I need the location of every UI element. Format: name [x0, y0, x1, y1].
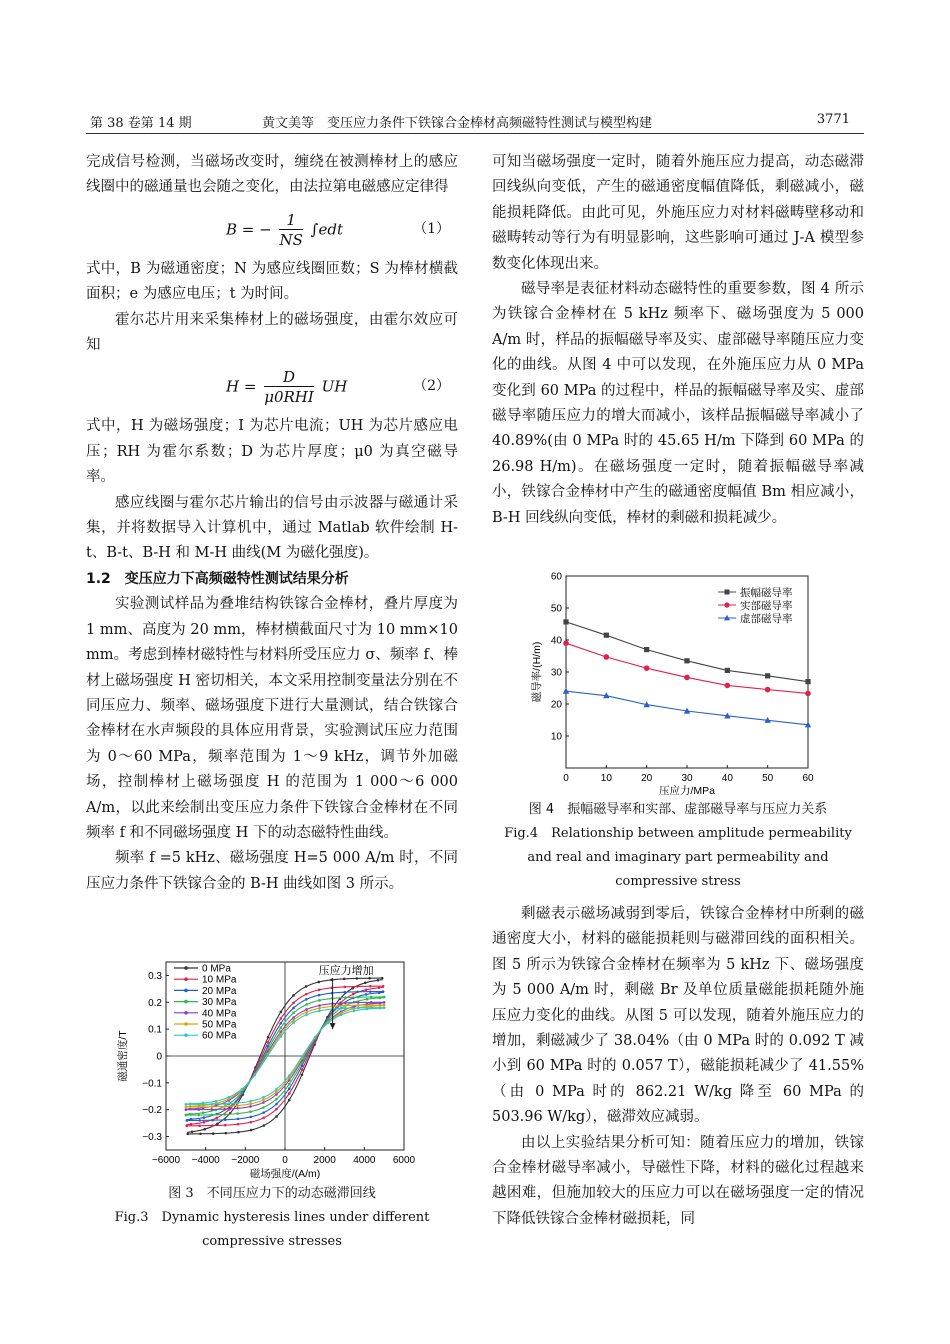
- loop-marker: [288, 1083, 291, 1086]
- loop-marker: [236, 1112, 239, 1115]
- legend-label: 50 MPa: [202, 1019, 237, 1031]
- y-tick-label: 0: [156, 1051, 162, 1063]
- paragraph: 可知当磁场强度一定时，随着外施压应力提高，动态磁滞回线纵向变低，产生的磁通密度幅值降低，剩磁减小，磁能损耗降低。由此可见，外施压应力对材料磁畴壁移动和磁畴转动等行为有明显影响，这些影响可通过 J-A 模型参数变化体现出来。: [492, 154, 864, 272]
- loop-marker: [343, 978, 346, 981]
- section-heading: 1.2 变压应力下高频磁特性测试结果分析: [86, 570, 349, 587]
- loop-marker: [191, 1130, 194, 1133]
- loop-marker: [198, 1124, 201, 1127]
- loop-marker: [185, 1108, 188, 1111]
- loop-marker: [383, 1004, 386, 1007]
- fig4-caption-en-3: compressive stress: [615, 874, 741, 889]
- header-title: 黄文美等 变压应力条件下铁镓合金棒材高频磁特性测试与模型构建: [262, 116, 653, 131]
- loop-marker: [275, 1115, 278, 1118]
- hysteresis-chart: [100, 958, 440, 1180]
- loop-marker: [262, 1117, 265, 1120]
- series-line: [566, 643, 808, 693]
- legend-marker: [724, 602, 729, 607]
- loop-marker: [249, 1100, 252, 1103]
- permeability-chart: [522, 566, 842, 798]
- loop-marker: [292, 1002, 295, 1005]
- loop-marker: [364, 981, 367, 984]
- loop-marker: [249, 1110, 252, 1113]
- loop-marker: [305, 1013, 308, 1016]
- legend-label: 60 MPa: [202, 1030, 237, 1042]
- loop-marker: [379, 997, 382, 1000]
- loop-marker: [262, 1096, 265, 1099]
- loop-marker: [223, 1113, 226, 1116]
- loop-marker: [370, 1001, 373, 1004]
- loop-marker: [344, 1004, 347, 1007]
- loop-marker: [262, 1101, 265, 1104]
- loop-marker: [237, 1123, 240, 1126]
- annotation-arrowhead: [330, 1023, 336, 1029]
- loop-marker: [190, 1123, 193, 1126]
- loop-marker: [210, 1106, 213, 1109]
- equation-2: [86, 362, 458, 410]
- x-tick-label: 2000: [313, 1155, 336, 1166]
- loop-marker: [275, 1091, 278, 1094]
- loop-marker: [279, 1011, 282, 1014]
- loop-marker: [249, 1105, 252, 1108]
- series-line: [566, 622, 808, 682]
- y-tick-label: 20: [550, 699, 562, 711]
- legend-label: 20 MPa: [202, 985, 237, 997]
- y-tick-label: 50: [550, 603, 562, 615]
- loop-marker: [228, 1096, 231, 1099]
- loop-marker: [223, 1105, 226, 1108]
- loop-marker: [211, 1119, 214, 1122]
- x-tick-label: 60: [802, 773, 814, 784]
- loop-marker: [249, 1103, 252, 1106]
- loop-marker: [190, 1118, 193, 1121]
- eq2-denominator: μ0RHI: [264, 388, 314, 407]
- loop-marker: [344, 1002, 347, 1005]
- data-point: [563, 640, 569, 646]
- legend-marker: [184, 989, 188, 993]
- figure-3-caption: [86, 1182, 458, 1254]
- loop-marker: [279, 1027, 282, 1030]
- annotation-label: 压应力增加: [318, 965, 374, 977]
- loop-marker: [369, 985, 372, 988]
- paragraph: 磁导率是表征材料动态磁特性的重要参数，图 4 所示为铁镓合金棒材在 5 kHz 频率下、磁场强度为 5 000 A/m 时，样品的振幅磁导率及实、虚部磁导率随压应力变化的曲线。从图 4 中可以发现，在外施压应力从 0 MPa 变化到 60 MPa 的过程中，样品的振幅磁导率及实、虚部磁导率随压应力的增大而减小，该样品振幅磁导率减小了 40.89%(由 0 MPa 时的 45.65 H/m 下降到 60 MPa 的 26.98 H/m)。在磁场强度一定时，随着振幅磁导率减小，铁镓合金棒材中产生的磁通密度幅值 Bm 相应减小，B-H 回线纵向变低，棒材的剩磁和损耗减少。: [492, 281, 864, 526]
- loop-marker: [292, 1021, 295, 1024]
- loop-marker: [288, 1074, 291, 1077]
- loop-marker: [275, 1088, 278, 1091]
- loop-marker: [357, 1007, 360, 1010]
- loop-marker: [383, 996, 386, 999]
- loop-marker: [186, 1119, 189, 1122]
- loop-marker: [225, 1132, 228, 1135]
- loop-marker: [210, 1103, 213, 1106]
- loop-marker: [279, 1035, 282, 1038]
- x-tick-label: −2000: [231, 1155, 260, 1166]
- loop-marker: [379, 1002, 382, 1005]
- loop-marker: [377, 979, 380, 982]
- eq1-fraction: [279, 211, 302, 250]
- paragraph: 霍尔芯片用来采集棒材上的磁场强度，由霍尔效应可知: [86, 311, 458, 354]
- loop-marker: [189, 1102, 192, 1105]
- loop-marker: [357, 1004, 360, 1007]
- right-column-top: [492, 150, 864, 531]
- loop-marker: [197, 1114, 200, 1117]
- paragraph: 式中，H 为磁场强度；I 为芯片电流；UH 为芯片感应电压；RH 为霍尔系数；D 为芯片厚度；μ0 为真空磁导率。: [86, 418, 458, 486]
- loop-marker: [365, 988, 368, 991]
- x-tick-label: 6000: [392, 1155, 416, 1166]
- loop-marker: [223, 1108, 226, 1111]
- loop-marker: [305, 1008, 308, 1011]
- x-tick-label: −4000: [191, 1155, 220, 1166]
- fig3-caption-cn: 图 3 不同压应力下的动态磁滞回线: [168, 1186, 376, 1201]
- loop-marker: [250, 1121, 253, 1124]
- x-tick-label: 4000: [353, 1155, 376, 1166]
- loop-marker: [378, 986, 381, 989]
- x-tick-label: 40: [721, 773, 733, 784]
- y-tick-label: 0.2: [148, 997, 162, 1009]
- loop-marker: [383, 1006, 386, 1009]
- loop-marker: [202, 1111, 205, 1114]
- loop-marker: [366, 1008, 369, 1011]
- x-tick-label: 10: [600, 773, 612, 784]
- loop-marker: [237, 1131, 240, 1134]
- legend-label: 40 MPa: [202, 1008, 237, 1020]
- legend-marker: [184, 966, 188, 970]
- loop-marker: [189, 1105, 192, 1108]
- loop-marker: [266, 1054, 269, 1057]
- left-column: [86, 150, 458, 897]
- figure-4: [522, 566, 842, 798]
- loop-marker: [351, 987, 354, 990]
- loop-marker: [224, 1124, 227, 1127]
- loop-marker: [318, 989, 321, 992]
- loop-marker: [199, 1132, 202, 1135]
- eq2-rhs: UH: [321, 377, 348, 396]
- loop-marker: [382, 990, 385, 993]
- x-tick-label: −6000: [151, 1155, 181, 1166]
- data-point: [563, 688, 569, 694]
- loop-marker: [216, 1123, 219, 1126]
- eq1-number: （1）: [413, 220, 450, 237]
- loop-marker: [211, 1124, 214, 1127]
- legend-label: 0 MPa: [202, 963, 231, 975]
- loop-marker: [356, 977, 359, 980]
- eq1-rhs: ∫edt: [310, 220, 343, 239]
- loop-marker: [356, 991, 359, 994]
- y-tick-label: 10: [550, 731, 562, 743]
- legend-label: 实部磁导率: [740, 599, 793, 612]
- loop-marker: [356, 985, 359, 988]
- loop-marker: [378, 992, 381, 995]
- eq1-denominator: NS: [279, 230, 303, 249]
- fig4-caption-en-1: Fig.4 Relationship between amplitude permeability: [504, 826, 852, 841]
- figure-4-caption: [492, 798, 864, 894]
- loop-marker: [189, 1113, 192, 1116]
- loop-marker: [318, 1009, 321, 1012]
- loop-marker: [279, 1017, 282, 1020]
- loop-marker: [185, 1114, 188, 1117]
- legend-label: 振幅磁导率: [740, 586, 793, 599]
- loop-marker: [189, 1108, 192, 1111]
- loop-marker: [198, 1119, 201, 1122]
- loop-marker: [370, 1006, 373, 1009]
- loop-marker: [357, 996, 360, 999]
- loop-marker: [267, 1041, 270, 1044]
- loop-marker: [305, 998, 308, 1001]
- loop-marker: [301, 1055, 304, 1058]
- loop-marker: [267, 1036, 270, 1039]
- loop-marker: [369, 990, 372, 993]
- loop-marker: [288, 1092, 291, 1095]
- loop-marker: [292, 1016, 295, 1019]
- loop-marker: [379, 1004, 382, 1007]
- loop-marker: [340, 1014, 343, 1017]
- paragraph: 完成信号检测，当磁场改变时，缠绕在被测棒材上的感应线圈中的磁通量也会随之变化，由法拉第电磁感应定律得: [86, 154, 458, 196]
- fig3-caption-en-1: Fig.3 Dynamic hysteresis lines under different: [114, 1210, 430, 1225]
- loop-marker: [288, 1087, 291, 1090]
- data-point: [725, 668, 730, 673]
- loop-marker: [352, 993, 355, 996]
- figure-3: [100, 958, 440, 1180]
- loop-marker: [368, 977, 371, 980]
- loop-marker: [275, 1093, 278, 1096]
- loop-marker: [381, 977, 384, 980]
- loop-marker: [275, 1098, 278, 1101]
- loop-marker: [262, 1111, 265, 1114]
- paragraph: 式中，B 为磁通密度；N 为感应线圈匝数；S 为棒材横截面积；e 为感应电压；t 为时间。: [86, 260, 458, 303]
- paragraph: 实验测试样品为叠堆结构铁镓合金棒材，叠片厚度为 1 mm、高度为 20 mm，棒材横截面尺寸为 10 mm×10 mm。考虑到棒材磁特性与材料所受压应力 σ、频率 f、棒材上磁场强度 H 密切相关，本文采用控制变量法分别在不同压应力、频率、磁场强度下进行大量测试，结合铁镓合金棒材在水声频段的具体应用背景，实验测试压应力范围为 0～60 MPa，频率范围为 1～9 kHz，调节外加磁场，控制棒材上磁场强度 H 的范围为 1 000～6 000 A/m，以此来绘制出变压应力条件下铁镓合金棒材在不同频率 f 和不同磁场强度 H 下的动态磁特性曲线。: [86, 596, 458, 841]
- legend-marker: [725, 590, 730, 595]
- data-point: [644, 647, 649, 652]
- y-tick-label: 30: [550, 667, 562, 679]
- y-axis-label: 磁导率/(H/m): [531, 641, 543, 703]
- loop-marker: [262, 1106, 265, 1109]
- x-tick-label: 30: [681, 773, 693, 784]
- loop-marker: [262, 1099, 265, 1102]
- paragraph: 剩磁表示磁场减弱到零后，铁镓合金棒材中所剩的磁通密度大小，材料的磁能损耗则与磁滞回线的面积相关。图 5 所示为铁镓合金棒材在频率为 5 kHz 下、磁场强度为 5 000 A/m 时，剩磁 Br 及单位质量磁能损耗随外施压应力变化的曲线。从图 5 可以发现，随着外施压应力的增加，剩磁减少了 38.04%（由 0 MPa 时的 0.092 T 减小到 60 MPa 时的 0.057 T），磁能损耗减少了 41.55%（由 0 MPa 时的 862.21 W/kg 降至 60 MPa 的 503.96 W/kg），磁滞效应减弱。: [492, 906, 864, 1126]
- loop-marker: [305, 985, 308, 988]
- loop-marker: [203, 1121, 206, 1124]
- loop-marker: [236, 1104, 239, 1107]
- loop-marker: [250, 1129, 253, 1132]
- loop-marker: [215, 1100, 218, 1103]
- loop-marker: [212, 1132, 215, 1135]
- loop-marker: [197, 1108, 200, 1111]
- legend-label: 10 MPa: [202, 974, 237, 986]
- data-point: [604, 633, 609, 638]
- loop-marker: [305, 1011, 308, 1014]
- loop-marker: [343, 991, 346, 994]
- y-tick-label: 60: [550, 571, 562, 583]
- y-tick-label: 0.3: [148, 970, 162, 982]
- loop-marker: [224, 1118, 227, 1121]
- loop-marker: [344, 996, 347, 999]
- loop-marker: [203, 1116, 206, 1119]
- loop-marker: [236, 1107, 239, 1110]
- loop-marker: [263, 1124, 266, 1127]
- paragraph: 感应线圈与霍尔芯片输出的信号由示波器与磁通计采集，并将数据导入计算机中，通过 Matlab 软件绘制 H-t、B-t、B-H 和 M-H 曲线(M 为磁化强度)。: [86, 494, 458, 562]
- paragraph: 频率 f =5 kHz、磁场强度 H=5 000 A/m 时，不同压应力条件下铁镓合金的 B-H 曲线如图 3 所示。: [86, 850, 458, 892]
- loop-marker: [382, 985, 385, 988]
- loop-marker: [203, 1128, 206, 1131]
- y-tick-label: 0.1: [148, 1024, 162, 1036]
- loop-marker: [383, 1001, 386, 1004]
- data-point: [684, 658, 689, 663]
- loop-marker: [379, 1007, 382, 1010]
- loop-marker: [305, 993, 308, 996]
- loop-marker: [292, 1019, 295, 1022]
- x-tick-label: 0: [282, 1155, 288, 1166]
- y-tick-label: −0.2: [142, 1105, 162, 1117]
- y-tick-label: 40: [550, 635, 562, 647]
- data-point: [725, 683, 731, 689]
- legend-marker: [184, 1022, 188, 1026]
- y-axis-label: 磁通密度/T: [117, 1030, 129, 1082]
- loop-marker: [186, 1125, 189, 1128]
- loop-marker: [343, 986, 346, 989]
- fig3-caption-en-2: compressive stresses: [202, 1234, 342, 1249]
- loop-marker: [223, 1102, 226, 1105]
- y-tick-label: −0.3: [142, 1132, 162, 1144]
- paragraph: 由以上实验结果分析可知：随着压应力的增加，铁镓合金棒材磁导率减小，导磁性下降，材料的磁化过程越来越困难，但施加较大的压应力可以在磁场强度一定的情况下降低铁镓合金棒材磁损耗，同: [492, 1134, 864, 1227]
- legend-marker: [184, 1011, 188, 1015]
- equation-1: [86, 205, 458, 253]
- loop-marker: [210, 1108, 213, 1111]
- loop-marker: [197, 1106, 200, 1109]
- loop-marker: [292, 994, 295, 997]
- legend-marker: [184, 1000, 188, 1004]
- data-point: [765, 687, 771, 693]
- loop-marker: [365, 993, 368, 996]
- legend-label: 30 MPa: [202, 997, 237, 1009]
- loop-marker: [275, 1108, 278, 1111]
- legend-label: 虚部磁导率: [740, 612, 793, 625]
- loop-marker: [357, 1001, 360, 1004]
- volume-issue: 第 38 卷第 14 期: [90, 116, 192, 131]
- legend-marker: [184, 1033, 188, 1037]
- data-point: [765, 673, 770, 678]
- header-rule: [86, 133, 864, 134]
- running-header: [86, 112, 864, 134]
- data-point: [805, 691, 811, 697]
- loop-marker: [215, 1117, 218, 1120]
- loop-marker: [318, 999, 321, 1002]
- y-tick-label: −0.1: [142, 1078, 162, 1090]
- eq2-fraction: [264, 368, 314, 407]
- x-axis-label: 压应力/MPa: [658, 785, 716, 797]
- legend-marker: [184, 977, 188, 981]
- loop-marker: [301, 1068, 304, 1071]
- eq2-number: （2）: [413, 378, 450, 395]
- loop-marker: [292, 1007, 295, 1010]
- loop-marker: [288, 1099, 291, 1102]
- loop-marker: [318, 1004, 321, 1007]
- page-number: 3771: [816, 112, 850, 127]
- data-point: [604, 654, 610, 660]
- loop-marker: [197, 1103, 200, 1106]
- loop-marker: [318, 994, 321, 997]
- loop-marker: [254, 1074, 257, 1077]
- loop-marker: [241, 1088, 244, 1091]
- data-point: [644, 665, 650, 671]
- loop-marker: [275, 1103, 278, 1106]
- fig4-caption-cn: 图 4 振幅磁导率和实部、虚部磁导率与压应力关系: [528, 802, 828, 817]
- data-point: [805, 679, 810, 684]
- loop-marker: [185, 1106, 188, 1109]
- loop-marker: [279, 1022, 282, 1025]
- data-point: [684, 675, 690, 681]
- loop-marker: [187, 1133, 190, 1136]
- fig4-caption-en-2: and real and imaginary part permeability and: [527, 850, 829, 865]
- loop-marker: [353, 1010, 356, 1013]
- loop-marker: [366, 998, 369, 1001]
- data-point: [563, 619, 568, 624]
- eq2-lhs: H =: [226, 377, 257, 396]
- loop-marker: [301, 1073, 304, 1076]
- loop-marker: [237, 1118, 240, 1121]
- x-tick-label: 0: [563, 773, 569, 784]
- loop-marker: [292, 1012, 295, 1015]
- loop-marker: [236, 1102, 239, 1105]
- loop-marker: [185, 1103, 188, 1106]
- loop-marker: [318, 1007, 321, 1010]
- x-tick-label: 20: [641, 773, 653, 784]
- loop-marker: [327, 1022, 330, 1025]
- loop-marker: [305, 1003, 308, 1006]
- loop-marker: [370, 996, 373, 999]
- x-axis-label: 磁场强度/(A/m): [249, 1168, 321, 1180]
- eq1-numerator: 1: [279, 211, 302, 230]
- x-tick-label: 50: [762, 773, 774, 784]
- loop-marker: [318, 981, 321, 984]
- loop-marker: [250, 1116, 253, 1119]
- loop-marker: [210, 1114, 213, 1117]
- eq2-numerator: D: [264, 368, 314, 387]
- loop-marker: [314, 1036, 317, 1039]
- eq1-lhs: B = −: [226, 220, 272, 239]
- right-column-bottom: [492, 902, 864, 1232]
- loop-marker: [370, 1004, 373, 1007]
- loop-marker: [202, 1102, 205, 1105]
- loop-marker: [344, 1007, 347, 1010]
